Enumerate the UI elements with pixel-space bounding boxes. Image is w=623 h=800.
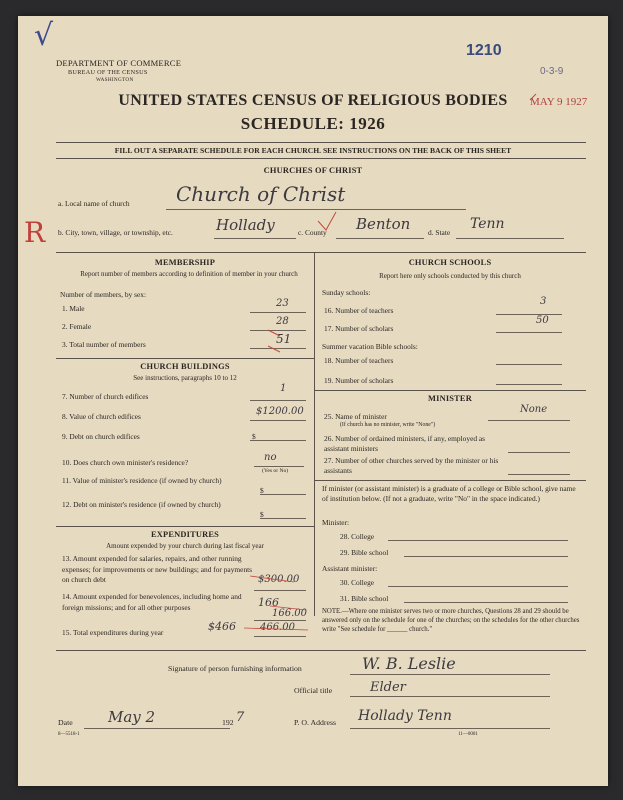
membership-note: Report number of members according to definition of member in your church (80, 270, 298, 278)
residence-value-label: 11. Value of minister's residence (if owned by church) (62, 476, 222, 485)
signature-label: Signature of person furnishing information (168, 664, 302, 673)
residence-value-amount: $ (260, 486, 264, 495)
form-code-right: 11—0001 (458, 732, 478, 737)
bureau-name: BUREAU OF THE CENSUS (68, 69, 148, 76)
red-pencil-marks (18, 16, 608, 786)
total-members-label: 3. Total number of members (62, 340, 146, 349)
residence-debt-label: 12. Debt on minister's residence (if owned by church) (62, 500, 221, 509)
local-name-value: Church of Christ (176, 182, 346, 206)
residence-owned-value: no (264, 452, 277, 463)
sunday-scholars-value: 50 (536, 315, 549, 326)
instruction-line: FILL OUT A SEPARATE SCHEDULE FOR EACH CHURCH. SEE INSTRUCTIONS ON THE BACK OF THIS SHEET (114, 146, 512, 155)
date-label: Date (58, 718, 73, 727)
members-by-sex-label: Number of members, by sex: (60, 290, 146, 299)
state-label: d. State (428, 228, 451, 237)
male-value: 23 (276, 298, 289, 309)
city-value: Hollady (216, 216, 275, 234)
yes-no-hint: (Yes or No) (262, 468, 289, 474)
edifices-value: 1 (280, 383, 287, 394)
church-buildings-note: See instructions, paragraphs 10 to 12 (133, 374, 237, 382)
sunday-schools-label: Sunday schools: (322, 288, 371, 297)
membership-heading: MEMBERSHIP (154, 258, 216, 267)
minister-name-hint: (If church has no minister, write "None") (340, 422, 436, 428)
assistant-ministers-label: 26. Number of ordained ministers, if any, employed as assistant ministers (324, 434, 486, 453)
census-schedule-sheet (18, 16, 608, 786)
benevolences-label: 14. Amount expended for benevolences, including home and foreign missions; and for all other purposes (62, 592, 242, 612)
check-mark: √ (34, 18, 54, 53)
official-title-value: Elder (370, 680, 406, 695)
minister-name-value: None (520, 404, 548, 415)
po-address-label: P. O. Address (294, 718, 337, 727)
residence-owned-label: 10. Does church own minister's residence? (62, 458, 189, 467)
church-schools-note: Report here only schools conducted by this church (379, 272, 521, 280)
running-expenses-value: $300.00 (258, 574, 300, 585)
sunday-teachers-value: 3 (540, 296, 547, 307)
edifices-value-amount: $1200.00 (256, 406, 304, 417)
date-value: May 2 (108, 708, 156, 726)
minister-footnote: NOTE.—Where one minister serves two or more churches, Questions 28 and 29 should be answered only on the schedule for one of the churches; on the schedules for the other churches write "See schedule for ______ church." (322, 608, 580, 633)
summer-scholars-label: 19. Number of scholars (324, 376, 394, 385)
summer-teachers-label: 18. Number of teachers (324, 356, 394, 365)
total-expenditures-label: 15. Total expenditures during year (62, 628, 164, 637)
official-title-label: Official title (294, 686, 333, 695)
state-value: Tenn (470, 216, 505, 232)
city-label: b. City, town, village, or township, etc. (58, 228, 173, 237)
city-name: WASHINGTON (96, 77, 134, 83)
sunday-teachers-label: 16. Number of teachers (324, 306, 394, 315)
stamp-code: 0-3-9 (540, 66, 564, 77)
sunday-scholars-label: 17. Number of scholars (324, 324, 394, 333)
minister-heading: MINISTER (428, 394, 472, 403)
form-title: UNITED STATES CENSUS OF RELIGIOUS BODIES (118, 92, 508, 109)
local-name-label: a. Local name of church (58, 199, 130, 208)
signature-value: W. B. Leslie (362, 654, 456, 673)
form-number: 1210 (466, 42, 502, 59)
year-prefix: 192 (222, 718, 234, 727)
county-label: c. County (298, 228, 327, 237)
expenditures-note: Amount expended by your church during last fiscal year (106, 542, 264, 550)
running-expenses-label: 13. Amount expended for salaries, repairs, and other running expenses; for improvements or new buildings; and for payments on church debt (62, 554, 253, 584)
edifices-label: 7. Number of church edifices (62, 392, 149, 401)
minister-college-label: 28. College (340, 532, 375, 541)
assistant-minister-label: Assistant minister: (322, 564, 378, 573)
form-subtitle: SCHEDULE: 1926 (240, 114, 386, 133)
expenditures-heading: EXPENDITURES (150, 530, 220, 539)
edifices-debt-value: $ (252, 432, 256, 441)
total-members-value: 51 (276, 332, 292, 346)
denomination-heading: CHURCHES OF CHRIST (263, 166, 363, 175)
benevolences-value: 166.00 (272, 608, 307, 619)
minister-name-label: 25. Name of minister (324, 412, 387, 421)
year-value: 7 (236, 710, 245, 725)
assistant-bible-school-label: 31. Bible school (340, 594, 389, 603)
edifices-value-label: 8. Value of church edifices (62, 412, 141, 421)
summer-schools-label: Summer vacation Bible schools: (322, 342, 418, 351)
minister-sub-label: Minister: (322, 518, 350, 527)
residence-debt-amount: $ (260, 510, 264, 519)
received-date-stamp: MAY 9 1927 (530, 96, 588, 108)
department-name: DEPARTMENT OF COMMERCE (56, 58, 182, 68)
male-label: 1. Male (62, 304, 85, 313)
assistant-college-label: 30. College (340, 578, 375, 587)
other-churches-label: 27. Number of other churches served by the minister or his assistants (324, 456, 499, 475)
total-expenditures-value: 466.00 (260, 622, 295, 633)
edifices-debt-label: 9. Debt on church edifices (62, 432, 140, 441)
r-mark: R (24, 216, 46, 249)
total-expenditures-extra: $466 (208, 620, 236, 633)
church-buildings-heading: CHURCH BUILDINGS (140, 362, 230, 371)
female-value: 28 (276, 316, 289, 327)
college-note: If minister (or assistant minister) is a graduate of a college or Bible school, give name of institution below. (If not a graduate, write "No" in the space indicated.) (322, 484, 576, 503)
church-schools-heading: CHURCH SCHOOLS (408, 258, 492, 267)
female-label: 2. Female (62, 322, 92, 331)
county-value: Benton (356, 215, 411, 233)
form-code-left: 8—5518-1 (58, 732, 80, 737)
minister-bible-school-label: 29. Bible school (340, 548, 389, 557)
po-address-value: Hollady Tenn (358, 708, 452, 724)
benevolences-extra: 166 (258, 596, 279, 609)
